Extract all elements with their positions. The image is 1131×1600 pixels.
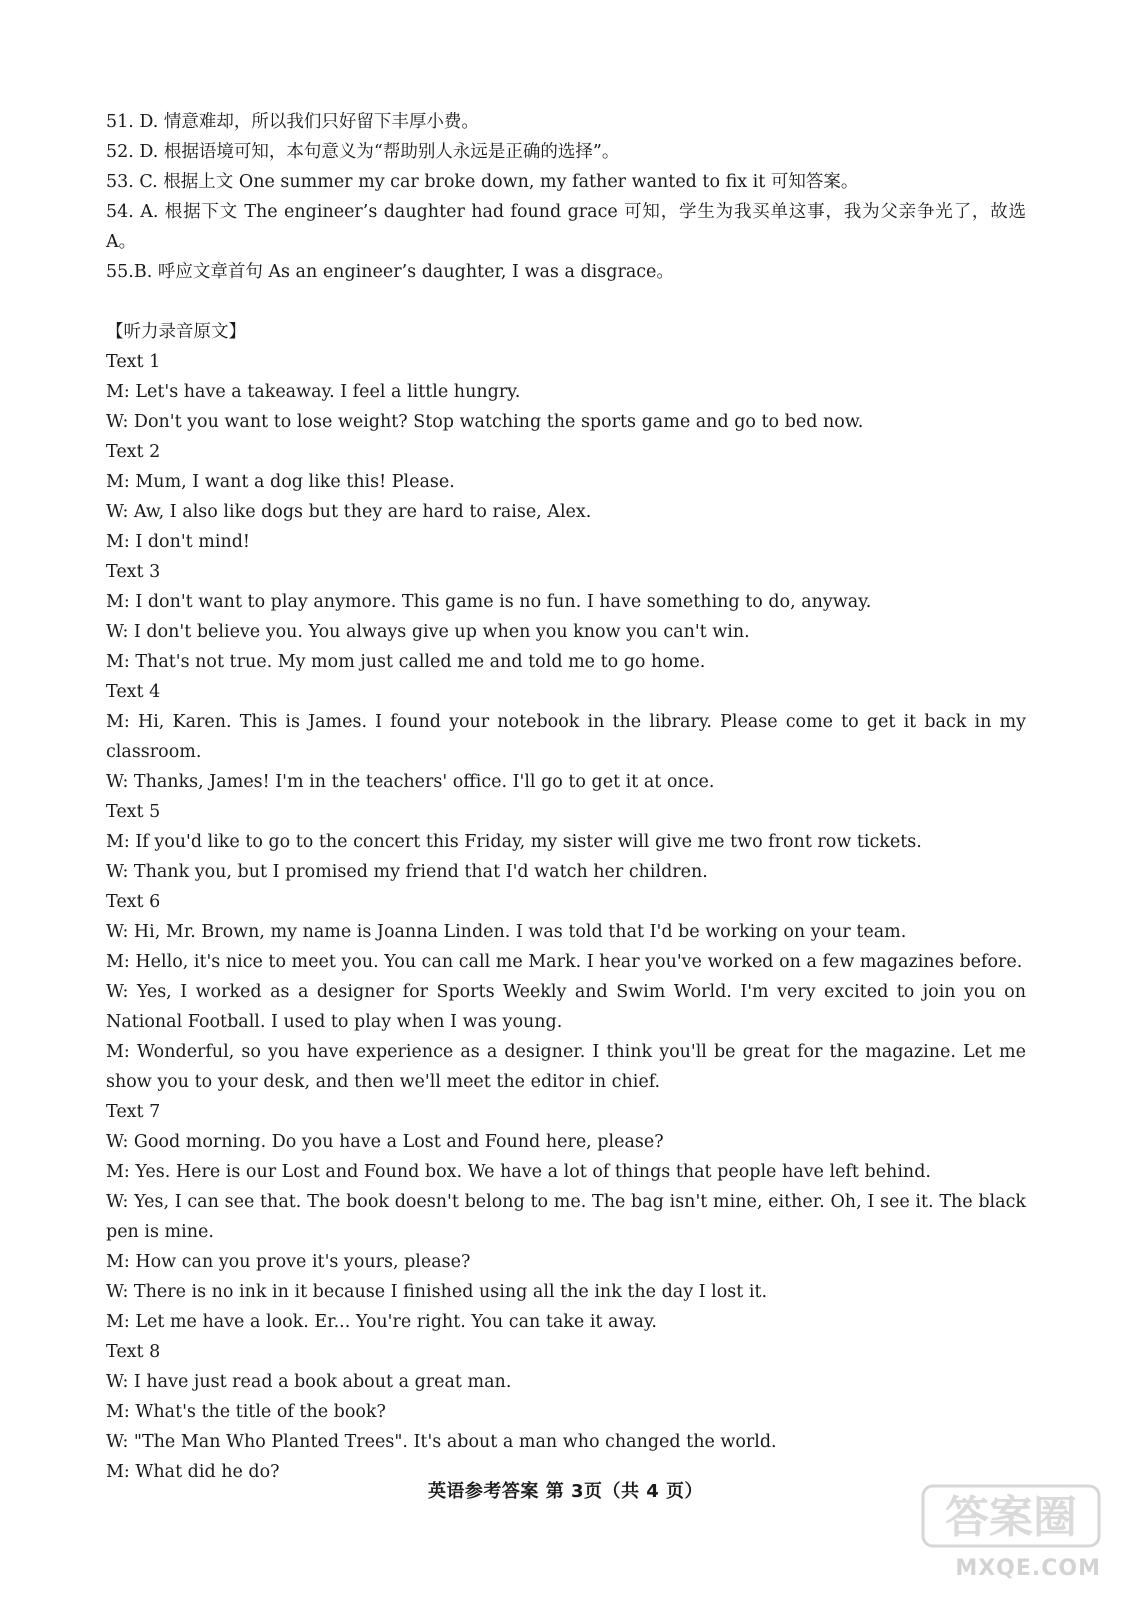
page-footer: 英语参考答案 第 3页（共 4 页） (427, 1481, 704, 1502)
watermark-logo (921, 1480, 1101, 1552)
transcript-heading: Text 3 (106, 562, 161, 582)
transcript-heading: Text 8 (106, 1342, 161, 1362)
watermark (901, 1480, 1101, 1590)
transcript-line: W: "The Man Who Planted Trees". It's about a man who changed the world. (106, 1432, 777, 1452)
transcript-line: W: Thank you, but I promised my friend that I'd watch her children. (106, 862, 708, 882)
transcript-line: M: What did he do? (106, 1462, 280, 1482)
answer-53: 53. C. 根据上文 One summer my car broke down, my father wanted to fix it 可知答案。 (106, 172, 859, 192)
transcript-line: W: There is no ink in it because I finished using all the ink the day I lost it. (106, 1282, 768, 1302)
transcript-line: M: Hi, Karen. This is James. I found your notebook in the library. Please come to get it back in my classroom. (106, 712, 1026, 762)
transcript-line: W: Thanks, James! I'm in the teachers' office. I'll go to get it at once. (106, 772, 715, 792)
transcript-line: M: Hello, it's nice to meet you. You can call me Mark. I hear you've worked on a few magazines before. (106, 952, 1023, 972)
transcript-line: W: Good morning. Do you have a Lost and Found here, please? (106, 1132, 664, 1152)
transcript-heading: Text 2 (106, 442, 161, 462)
transcript-line: M: Wonderful, so you have experience as a designer. I think you'll be great for the magazine. Let me show you to your desk, and then we'll meet the editor in chief. (106, 1042, 1026, 1092)
transcript-line: W: Aw, I also like dogs but they are hard to raise, Alex. (106, 502, 592, 522)
answer-list (106, 107, 1026, 287)
transcript-line: M: Mum, I want a dog like this! Please. (106, 472, 455, 492)
watermark-site: MXQE.COM (955, 1556, 1101, 1581)
transcript-heading: Text 1 (106, 352, 161, 372)
transcript-line: W: I don't believe you. You always give up when you know you can't win. (106, 622, 750, 642)
transcript-heading: Text 5 (106, 802, 161, 822)
transcript-heading: Text 7 (106, 1102, 161, 1122)
transcript-line: W: Yes, I can see that. The book doesn't belong to me. The bag isn't mine, either. Oh, I see it. The black pen is mine. (106, 1192, 1026, 1242)
transcript-line: M: I don't mind! (106, 532, 250, 552)
transcript (106, 347, 1026, 1487)
transcript-line: M: What's the title of the book? (106, 1402, 386, 1422)
answer-52: 52. D. 根据语境可知，本句意义为“帮助别人永远是正确的选择”。 (106, 142, 620, 162)
transcript-line: M: Let's have a takeaway. I feel a little hungry. (106, 382, 521, 402)
transcript-line: W: Don't you want to lose weight? Stop watching the sports game and go to bed now. (106, 412, 864, 432)
transcript-line: M: Yes. Here is our Lost and Found box. We have a lot of things that people have left behind. (106, 1162, 931, 1182)
transcript-line: M: How can you prove it's yours, please? (106, 1252, 471, 1272)
transcript-line: M: That's not true. My mom just called me and told me to go home. (106, 652, 706, 672)
transcript-line: W: I have just read a book about a great man. (106, 1372, 512, 1392)
answer-55: 55.B. 呼应文章首句 As an engineer’s daughter, I was a disgrace。 (106, 262, 674, 282)
section-title: 【听力录音原文】 (106, 322, 246, 342)
document-body (106, 107, 1026, 1487)
answer-54: 54. A. 根据下文 The engineer’s daughter had found grace 可知，学生为我买单这事，我为父亲争光了，故选 A。 (106, 202, 1026, 252)
answer-51: 51. D. 情意难却，所以我们只好留下丰厚小费。 (106, 112, 479, 132)
watermark-logo-text: 答案圈 (945, 1492, 1077, 1543)
transcript-line: M: I don't want to play anymore. This game is no fun. I have something to do, anyway. (106, 592, 872, 612)
transcript-heading: Text 6 (106, 892, 161, 912)
transcript-line: M: Let me have a look. Er... You're right. You can take it away. (106, 1312, 657, 1332)
transcript-line: W: Hi, Mr. Brown, my name is Joanna Linden. I was told that I'd be working on your team. (106, 922, 907, 942)
transcript-heading: Text 4 (106, 682, 161, 702)
transcript-line: M: If you'd like to go to the concert this Friday, my sister will give me two front row tickets. (106, 832, 922, 852)
transcript-line: W: Yes, I worked as a designer for Sports Weekly and Swim World. I'm very excited to join you on National Football. I used to play when I was young. (106, 982, 1026, 1032)
